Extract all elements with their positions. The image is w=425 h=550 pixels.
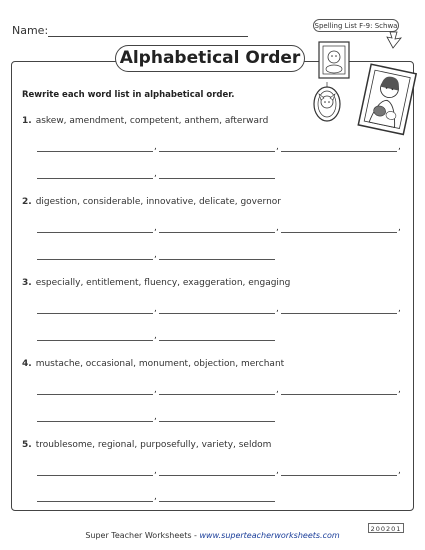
answer-line[interactable]: [281, 232, 397, 233]
question-2: [22, 197, 281, 207]
answer-line[interactable]: [159, 259, 275, 260]
comma: ,: [276, 304, 279, 314]
answer-line[interactable]: [281, 394, 397, 395]
word-list: mustache, occasional, monument, objection, merchant: [35, 359, 285, 369]
answer-line[interactable]: [281, 313, 397, 314]
answer-line[interactable]: [37, 421, 153, 422]
question-5: [22, 440, 271, 450]
answer-line[interactable]: [159, 475, 275, 476]
comma: ,: [398, 223, 401, 233]
comma: ,: [154, 169, 157, 179]
answer-line[interactable]: [281, 475, 397, 476]
comma: ,: [154, 492, 157, 502]
word-list: digestion, considerable, innovative, delicate, governor: [35, 197, 281, 207]
word-list: especially, entitlement, fluency, exaggeration, engaging: [35, 278, 291, 288]
answer-line[interactable]: [159, 313, 275, 314]
answer-line[interactable]: [37, 259, 153, 260]
answer-line[interactable]: [37, 178, 153, 179]
name-line[interactable]: [48, 36, 248, 37]
comma: ,: [398, 304, 401, 314]
comma: ,: [154, 466, 157, 476]
answer-line[interactable]: [159, 394, 275, 395]
answer-line[interactable]: [37, 232, 153, 233]
comma: ,: [398, 142, 401, 152]
answer-line[interactable]: [37, 340, 153, 341]
question-4: [22, 359, 284, 369]
answer-line[interactable]: [37, 151, 153, 152]
footer-url-link[interactable]: www.superteacherworksheets.com: [199, 531, 340, 540]
comma: ,: [154, 142, 157, 152]
answer-line[interactable]: [37, 475, 153, 476]
answer-line[interactable]: [159, 151, 275, 152]
name-label: Name:: [12, 24, 49, 37]
comma: ,: [276, 223, 279, 233]
answer-line[interactable]: [159, 178, 275, 179]
family-portrait-frames-icon: [305, 30, 415, 155]
answer-line[interactable]: [37, 501, 153, 502]
answer-line[interactable]: [159, 421, 275, 422]
comma: ,: [276, 142, 279, 152]
comma: ,: [154, 304, 157, 314]
comma: ,: [276, 385, 279, 395]
footer: [0, 531, 425, 540]
word-list: askew, amendment, competent, anthem, afterward: [35, 116, 269, 126]
question-3: [22, 278, 290, 288]
footer-prefix: Super Teacher Worksheets -: [85, 531, 200, 540]
comma: ,: [154, 385, 157, 395]
question-1: [22, 116, 268, 126]
answer-line[interactable]: [281, 151, 397, 152]
spelling-list-badge: Spelling List F-9: Schwa: [313, 19, 399, 32]
comma: ,: [154, 412, 157, 422]
comma: ,: [398, 385, 401, 395]
question-number: 2.: [22, 197, 32, 207]
answer-line[interactable]: [37, 313, 153, 314]
question-number: 1.: [22, 116, 32, 126]
answer-line[interactable]: [159, 232, 275, 233]
comma: ,: [154, 250, 157, 260]
word-list: troublesome, regional, purposefully, variety, seldom: [35, 440, 272, 450]
question-number: 3.: [22, 278, 32, 288]
question-number: 4.: [22, 359, 32, 369]
comma: ,: [398, 466, 401, 476]
question-number: 5.: [22, 440, 32, 450]
answer-line[interactable]: [159, 340, 275, 341]
page-title: Alphabetical Order: [115, 45, 305, 72]
comma: ,: [276, 466, 279, 476]
instructions: Rewrite each word list in alphabetical order.: [22, 90, 235, 100]
worksheet-code: 200201: [368, 523, 404, 533]
comma: ,: [154, 331, 157, 341]
comma: ,: [154, 223, 157, 233]
answer-line[interactable]: [37, 394, 153, 395]
answer-line[interactable]: [159, 501, 275, 502]
